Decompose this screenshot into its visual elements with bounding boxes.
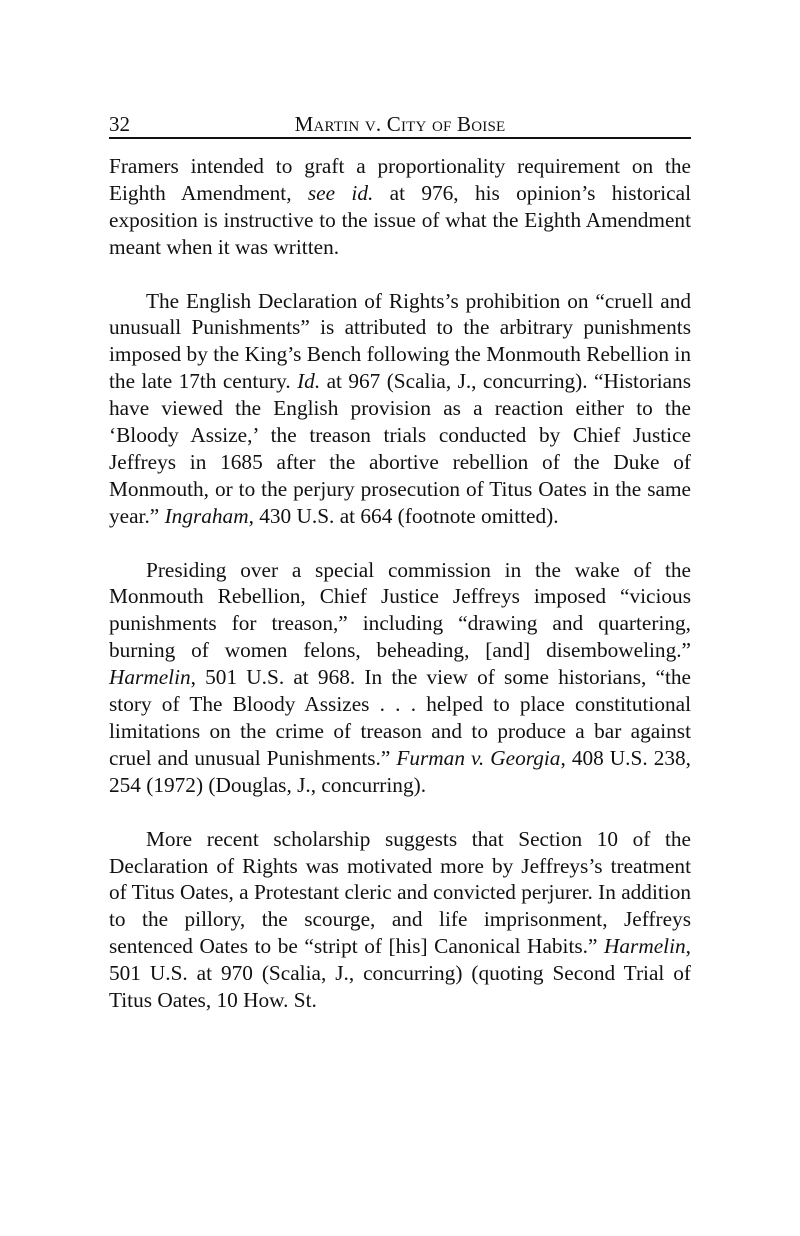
text-segment: , 501 U.S. at 968. In the view of some historians, “the story of The Bloody Assizes . . . helped to place constitutional limitations on the crime of treason and to produce a bar against cruel and unusual Punishments.” — [109, 665, 691, 770]
text-segment: , 408 U.S. 238, 254 (1972) (Douglas, J., concurring). — [109, 745, 691, 797]
text-segment: More recent scholarship suggests that Section 10 of the Declaration of Rights was motivated more by Jeffreys’s treatment of Titus Oates, a Protestant cleric and convicted perjurer. In addition to the pillory, the scourge, and life imprisonment, Jeffreys sentenced Oates to be “stript of [his] Canonical Habits.” — [109, 826, 691, 959]
paragraph-1 — [109, 153, 691, 261]
case-name-harmelin: Harmelin — [109, 665, 191, 690]
case-name-ingraham: Ingraham — [164, 503, 249, 528]
paragraph-2 — [109, 288, 691, 530]
citation-id: Id. — [297, 369, 321, 394]
text-segment: at 976, his opinion’s historical exposition is instructive to the issue of what the Eighth Amendment meant when it was written. — [109, 180, 691, 259]
page-number: 32 — [109, 112, 130, 136]
text-segment: Presiding over a special commission in the wake of the Monmouth Rebellion, Chief Justice Jeffreys imposed “vicious punishments for treason,” including “drawing and quartering, burning of women felons, beheading, [and] disemboweling.” — [109, 557, 691, 663]
citation-signal: see id. — [307, 180, 374, 205]
case-name-harmelin: Harmelin — [604, 934, 686, 959]
text-segment: , 501 U.S. at 970 (Scalia, J., concurring) (quoting Second Trial of Titus Oates, 10 How. St. — [109, 934, 691, 1013]
body-text — [109, 153, 691, 1014]
case-name-furman: Furman v. Georgia — [396, 745, 561, 770]
text-segment: The English Declaration of Rights’s prohibition on “cruell and unusuall Punishments” is attributed to the arbitrary punishments imposed by the King’s Bench following the Monmouth Rebellion in the late 17th century. — [109, 288, 691, 394]
paragraph-4 — [109, 826, 691, 1014]
document-page — [109, 111, 691, 1014]
text-segment: at 967 (Scalia, J., concurring). “Historians have viewed the English provision as a reaction either to the ‘Bloody Assize,’ the treason trials conducted by Chief Justice Jeffreys in 1685 after the abortive rebellion of the Duke of Monmouth, or to the perjury prosecution of Titus Oates in the same year.” — [109, 369, 691, 528]
case-title: Martin v. City of Boise — [294, 112, 506, 136]
paragraph-3 — [109, 557, 691, 799]
text-segment: , 430 U.S. at 664 (footnote omitted). — [248, 503, 559, 528]
running-header — [109, 111, 691, 139]
text-segment: Framers intended to graft a proportionality requirement on the Eighth Amendment, — [109, 154, 691, 205]
